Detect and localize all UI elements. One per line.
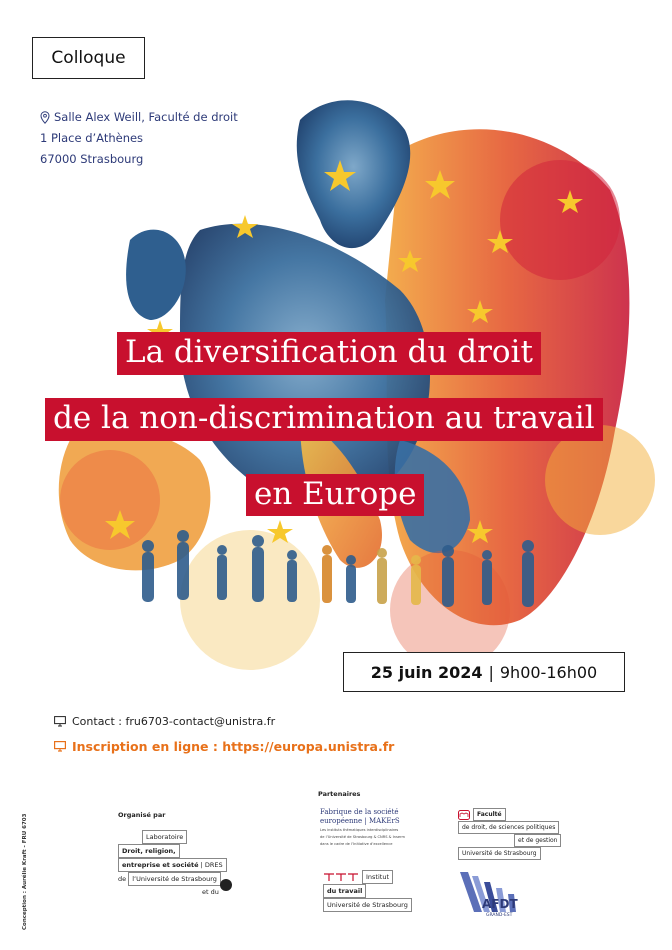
event-time: 9h00-16h00 [499,662,598,682]
venue-line-3: 67000 Strasbourg [40,152,144,166]
monitor-icon [54,716,66,727]
date-separator: | [488,662,494,682]
institut-emblem-icon [323,872,359,882]
lab-line-2: Droit, religion, [118,844,180,858]
makers-name-2: européenne | MAKErS [320,817,400,825]
makers-small-2: de l’Université de Strasbourg & CNRS & Inserm [320,835,405,839]
registration-link[interactable]: Inscription en ligne : https://europa.unistra.fr [72,739,395,754]
faculte-line-4: Université de Strasbourg [458,847,541,860]
title-line-1: La diversification du droit [117,332,541,375]
registration-line [54,739,394,754]
institut-line-2: du travail [323,884,366,898]
lab-line-3b: DRES [204,861,223,869]
monitor-icon [54,741,66,752]
venue-block [40,107,238,170]
institut-travail-logo [323,870,412,912]
title-line-2: de la non-discrimination au travail [45,398,603,441]
afdt-logo [456,868,534,918]
organiser-lab-logo: Laboratoire Droit, religion, entreprise et société | DRES de l’Université de Strasbourg et du [118,830,227,898]
venue-row-1 [40,107,238,128]
lab-line-4a: de [118,875,127,883]
makers-small-1: Les instituts thématiques interdisciplinaires [320,828,399,832]
lab-line-3a: entreprise et société [122,861,199,869]
event-date: 25 juin 2024 [370,662,483,682]
title-line-3: en Europe [246,474,424,516]
afdt-text: AFDT [482,897,518,911]
lab-line-4b: l’Université de Strasbourg [128,872,221,886]
institut-line-1: Institut [362,870,393,884]
colloque-label: Colloque [51,48,126,68]
makers-small-3: dans le cadre de l’Initiative d’excellence [320,842,393,846]
afdt-subtext: GRAND-EST [486,913,513,918]
faculte-line-2: de droit, de sciences politiques [458,821,559,834]
faculty-emblem-icon [458,810,470,820]
location-pin-icon [40,111,50,124]
faculte-logo [458,808,561,860]
makers-logo [320,808,420,847]
venue-line-1: Salle Alex Weill, Faculté de droit [54,110,238,124]
contact-line [54,715,275,728]
organiser-heading: Organisé par [118,811,166,819]
contact-email-link[interactable]: Contact : fru6703-contact@unistra.fr [72,715,276,728]
venue-line-2: 1 Place d’Athènes [40,131,144,145]
partners-heading: Partenaires [318,790,361,798]
colloque-tag [32,37,145,79]
design-credit: Conception : Aurélie Kraft - FRU 6703 [22,813,28,930]
cnrs-logo [220,879,232,891]
lab-line-1: Laboratoire [142,830,187,844]
faculte-line-1: Faculté [477,811,502,818]
faculte-line-3: et de gestion [514,834,561,847]
makers-name-1: Fabrique de la société [320,808,399,816]
lab-line-5: et du [202,888,219,896]
date-box [343,652,625,692]
institut-line-3: Université de Strasbourg [323,898,412,912]
